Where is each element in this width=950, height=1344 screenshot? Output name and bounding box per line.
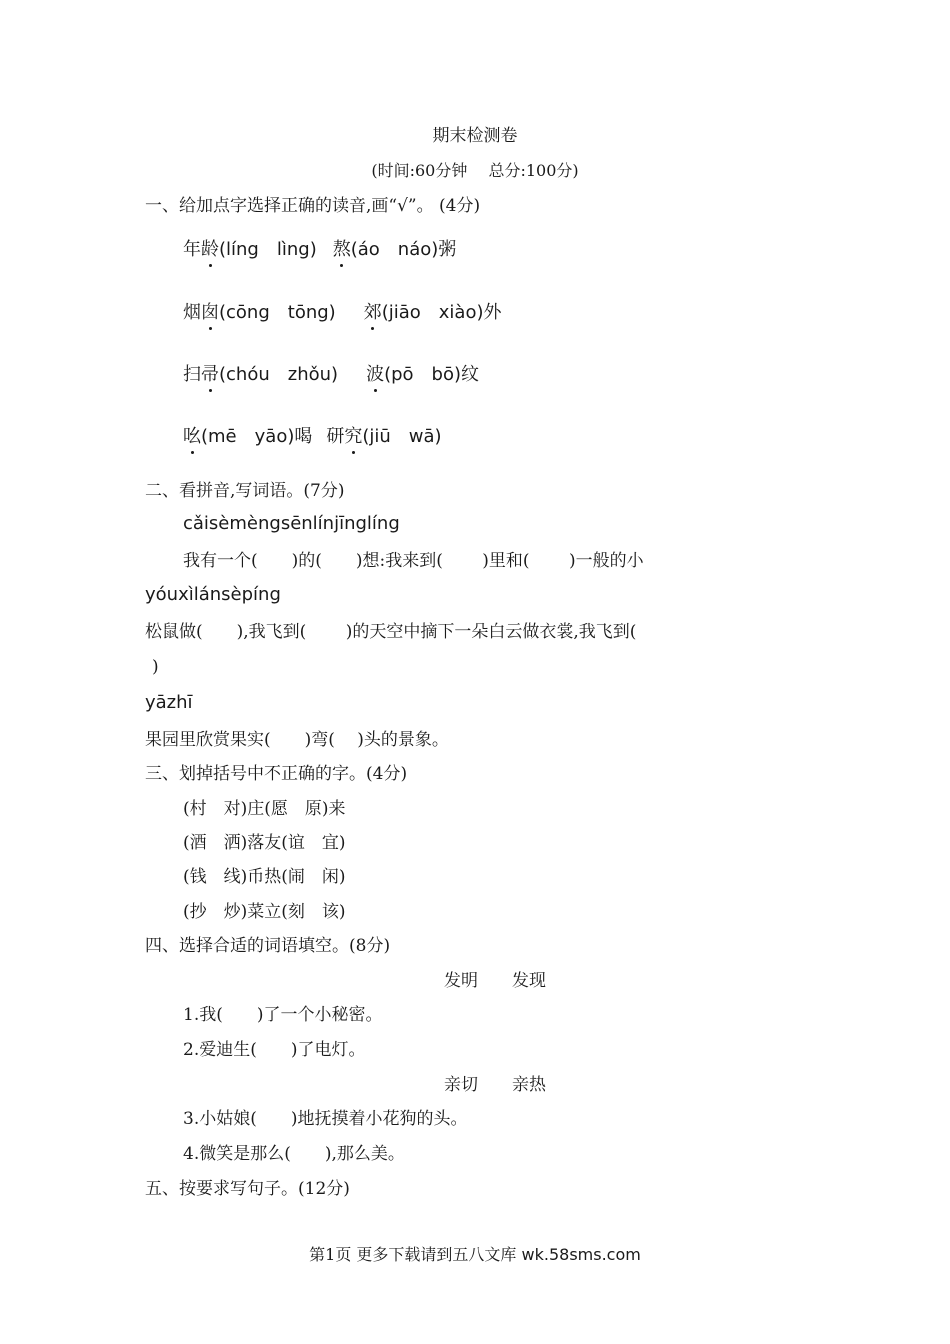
pinyin-choice-row-3: 扫帚(chóu zhǒu) 波(pō bō)纹 <box>183 364 479 385</box>
question-3: 3.小姑娘( )地抚摸着小花狗的头。 <box>183 1109 468 1129</box>
question-1: 1.我( )了一个小秘密。 <box>183 1005 383 1025</box>
fill-line-2-close: ) <box>152 657 159 677</box>
fill-line-3: 果园里欣赏果实( )弯( )头的景象。 <box>145 730 449 750</box>
char-choice-row-1: (村 对)庄(愿 原)来 <box>183 799 346 819</box>
question-2: 2.爱迪生( )了电灯。 <box>183 1040 366 1060</box>
page-title: 期末检测卷 <box>432 126 518 146</box>
exam-info: (时间:60分钟 总分:100分) <box>371 161 579 180</box>
word-options-1: 发明 发现 <box>444 971 546 991</box>
char-choice-row-3: (钱 线)币热(闹 闲) <box>183 867 346 887</box>
pinyin-choice-row-1: 年龄(líng lìng) 熬(áo náo)粥 <box>183 239 457 260</box>
section-1-heading: 一、给加点字选择正确的读音,画“√”。 (4分) <box>145 196 481 216</box>
footer-text: 第1页 更多下载请到五八文库 <box>309 1245 517 1264</box>
section-5-heading: 五、按要求写句子。(12分) <box>145 1179 350 1199</box>
word-options-2: 亲切 亲热 <box>444 1075 546 1095</box>
question-4: 4.微笑是那么( ),那么美。 <box>183 1144 405 1164</box>
char-choice-row-4: (抄 炒)菜立(刻 该) <box>183 902 346 922</box>
pinyin-line-3: yāzhī <box>145 692 193 713</box>
section-3-heading: 三、划掉括号中不正确的字。(4分) <box>145 764 408 784</box>
fill-line-2: 松鼠做( ),我飞到( )的天空中摘下一朵白云做衣裳,我飞到( <box>145 622 637 642</box>
fill-line-1: 我有一个( )的( )想:我来到( )里和( )一般的小 <box>183 551 644 571</box>
pinyin-line-2: yóuxìlánsèpíng <box>145 584 281 605</box>
section-2-heading: 二、看拼音,写词语。(7分) <box>145 481 345 501</box>
pinyin-choice-row-4: 吆(mē yāo)喝 研究(jiū wā) <box>183 426 442 447</box>
section-4-heading: 四、选择合适的词语填空。(8分) <box>145 936 391 956</box>
page-footer <box>0 1244 950 1266</box>
pinyin-line-1: cǎisèmèngsēnlínjīnglíng <box>183 513 400 534</box>
footer-site-link[interactable]: wk.58sms.com <box>521 1245 641 1264</box>
pinyin-choice-row-2: 烟囱(cōng tōng) 郊(jiāo xiào)外 <box>183 302 502 323</box>
char-choice-row-2: (酒 洒)落友(谊 宜) <box>183 833 346 853</box>
